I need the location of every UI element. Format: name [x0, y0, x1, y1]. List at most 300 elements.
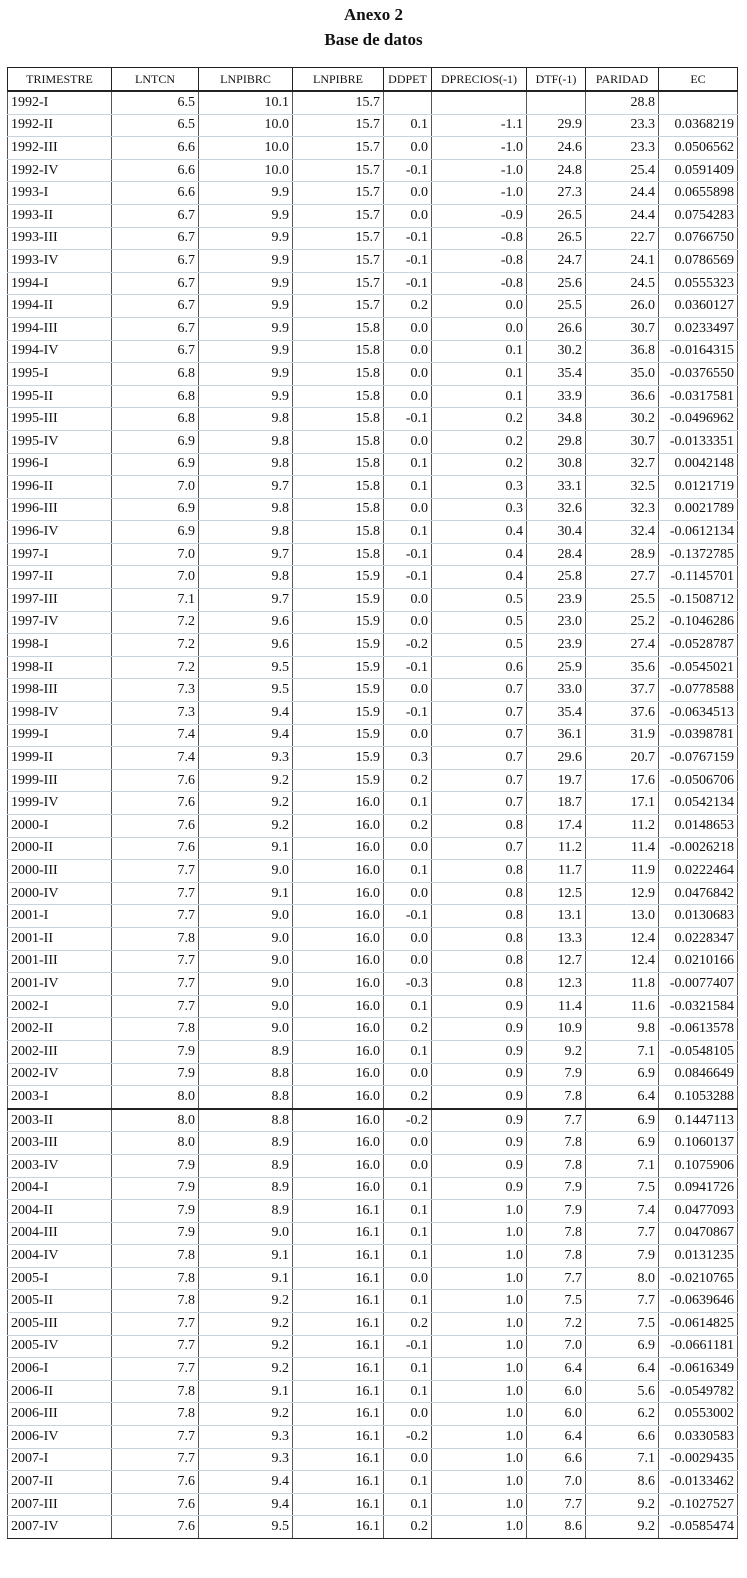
value-cell: 0.0131235 — [659, 1245, 738, 1268]
table-row — [8, 1426, 738, 1449]
value-cell: 23.9 — [527, 589, 586, 612]
value-cell: 7.8 — [527, 1132, 586, 1155]
value-cell: 0.0846649 — [659, 1063, 738, 1086]
value-cell: -0.0528787 — [659, 634, 738, 657]
value-cell: -0.0639646 — [659, 1290, 738, 1313]
table-row — [8, 1380, 738, 1403]
value-cell: 0.0 — [384, 1154, 432, 1177]
value-cell: 8.9 — [199, 1177, 293, 1200]
value-cell: -0.2 — [384, 634, 432, 657]
value-cell: 15.7 — [293, 137, 384, 160]
annex-subtitle: Base de datos — [324, 30, 423, 49]
value-cell: -0.0376550 — [659, 363, 738, 386]
table-row — [8, 1267, 738, 1290]
quarter-cell: 1994-IV — [8, 340, 112, 363]
value-cell: 16.0 — [293, 815, 384, 838]
value-cell — [527, 91, 586, 114]
value-cell: -0.0210765 — [659, 1267, 738, 1290]
value-cell: 0.0 — [384, 1403, 432, 1426]
value-cell: 0.0941726 — [659, 1177, 738, 1200]
value-cell: 0.0 — [384, 882, 432, 905]
document-header — [0, 0, 747, 53]
table-row — [8, 973, 738, 996]
table-row — [8, 611, 738, 634]
value-cell — [432, 91, 527, 114]
value-cell: 9.9 — [199, 250, 293, 273]
value-cell: 36.8 — [586, 340, 659, 363]
value-cell: 13.3 — [527, 927, 586, 950]
column-header: TRIMESTRE — [8, 68, 112, 92]
value-cell: -0.0321584 — [659, 995, 738, 1018]
value-cell: 0.0553002 — [659, 1403, 738, 1426]
value-cell: 9.1 — [199, 837, 293, 860]
value-cell: 24.7 — [527, 250, 586, 273]
quarter-cell: 2003-IV — [8, 1154, 112, 1177]
value-cell: 15.9 — [293, 589, 384, 612]
quarter-cell: 1996-IV — [8, 521, 112, 544]
value-cell: 9.9 — [199, 227, 293, 250]
value-cell: 7.8 — [112, 1380, 199, 1403]
value-cell: 6.4 — [527, 1426, 586, 1449]
value-cell: 1.0 — [432, 1290, 527, 1313]
value-cell: -0.0549782 — [659, 1380, 738, 1403]
value-cell: 0.0 — [384, 363, 432, 386]
value-cell: 6.6 — [112, 182, 199, 205]
table-row — [8, 656, 738, 679]
value-cell: -0.8 — [432, 227, 527, 250]
value-cell: -0.0026218 — [659, 837, 738, 860]
table-body — [8, 91, 738, 1539]
value-cell: 7.8 — [112, 1245, 199, 1268]
value-cell: 0.1 — [384, 476, 432, 499]
value-cell: 9.2 — [527, 1040, 586, 1063]
value-cell: 6.7 — [112, 295, 199, 318]
value-cell: 17.4 — [527, 815, 586, 838]
table-row — [8, 950, 738, 973]
value-cell: 7.2 — [112, 634, 199, 657]
value-cell: 7.8 — [112, 1290, 199, 1313]
value-cell: 16.0 — [293, 973, 384, 996]
value-cell: 18.7 — [527, 792, 586, 815]
table-row — [8, 272, 738, 295]
value-cell: 0.9 — [432, 995, 527, 1018]
value-cell: 6.6 — [112, 159, 199, 182]
value-cell: 28.9 — [586, 543, 659, 566]
quarter-cell: 2003-II — [8, 1109, 112, 1132]
table-row — [8, 927, 738, 950]
value-cell: 0.0121719 — [659, 476, 738, 499]
value-cell: 30.7 — [586, 430, 659, 453]
value-cell: 0.0330583 — [659, 1426, 738, 1449]
table-row — [8, 724, 738, 747]
value-cell: 16.1 — [293, 1267, 384, 1290]
value-cell: 0.0476842 — [659, 882, 738, 905]
value-cell: 16.0 — [293, 1086, 384, 1109]
value-cell: 7.9 — [112, 1200, 199, 1223]
value-cell: 24.4 — [586, 182, 659, 205]
value-cell: 30.8 — [527, 453, 586, 476]
value-cell: 32.5 — [586, 476, 659, 499]
value-cell: 0.1 — [384, 521, 432, 544]
value-cell: 8.8 — [199, 1063, 293, 1086]
value-cell: 1.0 — [432, 1267, 527, 1290]
value-cell — [384, 91, 432, 114]
value-cell: 0.8 — [432, 815, 527, 838]
quarter-cell: 2000-IV — [8, 882, 112, 905]
quarter-cell: 2000-III — [8, 860, 112, 883]
value-cell: -0.1 — [384, 272, 432, 295]
value-cell: 6.8 — [112, 408, 199, 431]
value-cell: 17.6 — [586, 769, 659, 792]
quarter-cell: 1997-I — [8, 543, 112, 566]
value-cell: 0.1 — [432, 340, 527, 363]
value-cell: 9.6 — [199, 611, 293, 634]
value-cell: 0.2 — [384, 815, 432, 838]
value-cell: 15.9 — [293, 566, 384, 589]
value-cell: 12.4 — [586, 950, 659, 973]
value-cell: 8.9 — [199, 1154, 293, 1177]
value-cell: 0.2 — [432, 453, 527, 476]
value-cell: 9.9 — [199, 363, 293, 386]
quarter-cell: 2002-IV — [8, 1063, 112, 1086]
value-cell: 0.7 — [432, 747, 527, 770]
value-cell: 37.7 — [586, 679, 659, 702]
value-cell: 11.2 — [527, 837, 586, 860]
value-cell: 9.5 — [199, 1516, 293, 1539]
value-cell: 0.1075906 — [659, 1154, 738, 1177]
value-cell — [659, 91, 738, 114]
quarter-cell: 2003-I — [8, 1086, 112, 1109]
value-cell: 9.2 — [199, 769, 293, 792]
value-cell: 36.6 — [586, 385, 659, 408]
value-cell: 9.7 — [199, 476, 293, 499]
value-cell: 8.0 — [112, 1086, 199, 1109]
value-cell: 0.0 — [384, 182, 432, 205]
quarter-cell: 2006-I — [8, 1358, 112, 1381]
value-cell: 6.2 — [586, 1403, 659, 1426]
value-cell: 0.7 — [432, 769, 527, 792]
value-cell: 7.3 — [112, 679, 199, 702]
value-cell: 9.8 — [199, 430, 293, 453]
value-cell: 8.9 — [199, 1200, 293, 1223]
value-cell: 29.6 — [527, 747, 586, 770]
quarter-cell: 2006-IV — [8, 1426, 112, 1449]
value-cell: 0.0 — [384, 1267, 432, 1290]
value-cell: 1.0 — [432, 1313, 527, 1336]
value-cell: 7.0 — [112, 543, 199, 566]
value-cell: 16.1 — [293, 1290, 384, 1313]
value-cell: 7.7 — [112, 1335, 199, 1358]
value-cell: -0.1 — [384, 702, 432, 725]
value-cell: -0.0496962 — [659, 408, 738, 431]
value-cell: 16.1 — [293, 1313, 384, 1336]
table-row — [8, 1471, 738, 1494]
value-cell: 7.5 — [586, 1177, 659, 1200]
value-cell: 0.1 — [384, 1245, 432, 1268]
value-cell: 0.8 — [432, 905, 527, 928]
value-cell: -0.2 — [384, 1109, 432, 1132]
value-cell: 7.6 — [112, 815, 199, 838]
column-header: EC — [659, 68, 738, 92]
table-row — [8, 1245, 738, 1268]
table-row — [8, 679, 738, 702]
value-cell: 7.7 — [112, 860, 199, 883]
value-cell: 6.8 — [112, 363, 199, 386]
quarter-cell: 1994-II — [8, 295, 112, 318]
value-cell: 0.0786569 — [659, 250, 738, 273]
value-cell: 25.4 — [586, 159, 659, 182]
quarter-cell: 2007-I — [8, 1448, 112, 1471]
value-cell: 26.5 — [527, 227, 586, 250]
value-cell: -0.1 — [384, 656, 432, 679]
value-cell: 9.0 — [199, 1018, 293, 1041]
value-cell: 1.0 — [432, 1471, 527, 1494]
value-cell: 1.0 — [432, 1426, 527, 1449]
quarter-cell: 1998-I — [8, 634, 112, 657]
value-cell: -0.0029435 — [659, 1448, 738, 1471]
quarter-cell: 1999-III — [8, 769, 112, 792]
value-cell: -0.0133351 — [659, 430, 738, 453]
value-cell: 0.0 — [384, 385, 432, 408]
value-cell: 7.9 — [586, 1245, 659, 1268]
value-cell: 6.9 — [112, 430, 199, 453]
value-cell: 6.7 — [112, 250, 199, 273]
value-cell: 15.7 — [293, 159, 384, 182]
table-row — [8, 363, 738, 386]
value-cell: 0.1053288 — [659, 1086, 738, 1109]
table-row — [8, 1335, 738, 1358]
table-row — [8, 860, 738, 883]
value-cell: 10.0 — [199, 159, 293, 182]
value-cell: 0.1 — [384, 1380, 432, 1403]
value-cell: 0.5 — [432, 589, 527, 612]
value-cell: 15.9 — [293, 769, 384, 792]
value-cell: 7.7 — [527, 1109, 586, 1132]
value-cell: 23.3 — [586, 137, 659, 160]
value-cell: 33.0 — [527, 679, 586, 702]
value-cell: 12.7 — [527, 950, 586, 973]
value-cell: 6.9 — [586, 1132, 659, 1155]
value-cell: -0.0506706 — [659, 769, 738, 792]
value-cell: 25.9 — [527, 656, 586, 679]
value-cell: 0.0655898 — [659, 182, 738, 205]
value-cell: 0.0042148 — [659, 453, 738, 476]
value-cell: 13.0 — [586, 905, 659, 928]
table-row — [8, 1132, 738, 1155]
table-row — [8, 1358, 738, 1381]
value-cell: 9.1 — [199, 1380, 293, 1403]
value-cell: 28.4 — [527, 543, 586, 566]
quarter-cell: 1993-I — [8, 182, 112, 205]
value-cell: 7.7 — [112, 882, 199, 905]
value-cell: 1.0 — [432, 1245, 527, 1268]
value-cell: -0.0398781 — [659, 724, 738, 747]
value-cell: 9.2 — [586, 1516, 659, 1539]
table-row — [8, 792, 738, 815]
value-cell: 8.0 — [586, 1267, 659, 1290]
table-row — [8, 1290, 738, 1313]
value-cell: -0.8 — [432, 272, 527, 295]
value-cell: 9.9 — [199, 295, 293, 318]
table-row — [8, 1154, 738, 1177]
value-cell: 9.7 — [199, 589, 293, 612]
value-cell: 15.7 — [293, 114, 384, 137]
column-header: LNPIBRC — [199, 68, 293, 92]
table-row — [8, 227, 738, 250]
value-cell: -0.0077407 — [659, 973, 738, 996]
value-cell: 7.8 — [112, 927, 199, 950]
quarter-cell: 1996-III — [8, 498, 112, 521]
value-cell: 26.6 — [527, 317, 586, 340]
value-cell: 12.9 — [586, 882, 659, 905]
value-cell: 16.0 — [293, 1063, 384, 1086]
table-row — [8, 408, 738, 431]
table-row — [8, 543, 738, 566]
value-cell: -0.0164315 — [659, 340, 738, 363]
value-cell: 15.8 — [293, 430, 384, 453]
quarter-cell: 1992-III — [8, 137, 112, 160]
value-cell: 0.0470867 — [659, 1222, 738, 1245]
quarter-cell: 1993-III — [8, 227, 112, 250]
value-cell: 0.3 — [432, 476, 527, 499]
value-cell: 6.7 — [112, 227, 199, 250]
value-cell: 6.0 — [527, 1403, 586, 1426]
value-cell: 0.5 — [432, 611, 527, 634]
value-cell: 7.9 — [112, 1063, 199, 1086]
table-row — [8, 1448, 738, 1471]
value-cell: -0.9 — [432, 204, 527, 227]
value-cell: 16.1 — [293, 1493, 384, 1516]
value-cell: 6.5 — [112, 91, 199, 114]
value-cell: 15.7 — [293, 227, 384, 250]
value-cell: 8.8 — [199, 1086, 293, 1109]
value-cell: 0.2 — [384, 1516, 432, 1539]
value-cell: 7.1 — [586, 1448, 659, 1471]
value-cell: 7.7 — [112, 905, 199, 928]
value-cell: 16.0 — [293, 792, 384, 815]
quarter-cell: 2004-IV — [8, 1245, 112, 1268]
value-cell: 7.8 — [527, 1086, 586, 1109]
value-cell: -0.0613578 — [659, 1018, 738, 1041]
value-cell: 0.0360127 — [659, 295, 738, 318]
value-cell: 1.0 — [432, 1516, 527, 1539]
value-cell: 8.8 — [199, 1109, 293, 1132]
value-cell: 25.2 — [586, 611, 659, 634]
value-cell: 9.0 — [199, 905, 293, 928]
quarter-cell: 1998-IV — [8, 702, 112, 725]
quarter-cell: 1993-II — [8, 204, 112, 227]
table-row — [8, 114, 738, 137]
value-cell: 11.6 — [586, 995, 659, 1018]
value-cell: 9.8 — [199, 453, 293, 476]
value-cell: 0.0506562 — [659, 137, 738, 160]
value-cell: 0.1 — [432, 363, 527, 386]
value-cell: 7.6 — [112, 837, 199, 860]
value-cell: 26.0 — [586, 295, 659, 318]
value-cell: 9.9 — [199, 204, 293, 227]
value-cell: -0.1046286 — [659, 611, 738, 634]
value-cell: 0.1060137 — [659, 1132, 738, 1155]
value-cell: 9.3 — [199, 1426, 293, 1449]
value-cell: 0.9 — [432, 1040, 527, 1063]
value-cell: 35.6 — [586, 656, 659, 679]
value-cell: 15.9 — [293, 611, 384, 634]
quarter-cell: 1993-IV — [8, 250, 112, 273]
value-cell: 16.1 — [293, 1471, 384, 1494]
value-cell: 0.7 — [432, 837, 527, 860]
value-cell: 0.0 — [384, 340, 432, 363]
quarter-cell: 2006-II — [8, 1380, 112, 1403]
value-cell: 0.8 — [432, 973, 527, 996]
value-cell: 15.9 — [293, 702, 384, 725]
value-cell: 9.2 — [586, 1493, 659, 1516]
value-cell: 0.0591409 — [659, 159, 738, 182]
value-cell: 6.9 — [112, 498, 199, 521]
value-cell: 0.2 — [432, 408, 527, 431]
value-cell: 16.0 — [293, 882, 384, 905]
value-cell: 0.8 — [432, 860, 527, 883]
value-cell: 0.1 — [384, 1358, 432, 1381]
table-row — [8, 317, 738, 340]
value-cell: 9.0 — [199, 860, 293, 883]
value-cell: -0.1027527 — [659, 1493, 738, 1516]
value-cell: -0.0767159 — [659, 747, 738, 770]
value-cell: 12.5 — [527, 882, 586, 905]
column-header: DPRECIOS(-1) — [432, 68, 527, 92]
value-cell: 6.9 — [586, 1109, 659, 1132]
value-cell: 6.9 — [112, 453, 199, 476]
quarter-cell: 2005-IV — [8, 1335, 112, 1358]
value-cell: 31.9 — [586, 724, 659, 747]
value-cell: 0.4 — [432, 543, 527, 566]
quarter-cell: 2002-I — [8, 995, 112, 1018]
quarter-cell: 1995-II — [8, 385, 112, 408]
table-row — [8, 1177, 738, 1200]
value-cell: 0.1 — [384, 114, 432, 137]
value-cell: 6.6 — [527, 1448, 586, 1471]
value-cell: 23.0 — [527, 611, 586, 634]
quarter-cell: 2001-IV — [8, 973, 112, 996]
table-row — [8, 1403, 738, 1426]
value-cell: -0.0778588 — [659, 679, 738, 702]
quarter-cell: 1997-IV — [8, 611, 112, 634]
quarter-cell: 2005-III — [8, 1313, 112, 1336]
value-cell: 1.0 — [432, 1335, 527, 1358]
value-cell: 7.0 — [527, 1471, 586, 1494]
value-cell: 11.7 — [527, 860, 586, 883]
value-cell: 9.3 — [199, 747, 293, 770]
value-cell: 0.0754283 — [659, 204, 738, 227]
quarter-cell: 2003-III — [8, 1132, 112, 1155]
column-header: DDPET — [384, 68, 432, 92]
value-cell: 9.5 — [199, 656, 293, 679]
value-cell: 0.7 — [432, 792, 527, 815]
value-cell: 1.0 — [432, 1493, 527, 1516]
value-cell: 9.2 — [199, 1290, 293, 1313]
value-cell: 0.0766750 — [659, 227, 738, 250]
value-cell: 35.4 — [527, 702, 586, 725]
value-cell: 15.7 — [293, 91, 384, 114]
value-cell: 0.4 — [432, 566, 527, 589]
value-cell: 9.8 — [586, 1018, 659, 1041]
value-cell: 0.7 — [432, 679, 527, 702]
value-cell: 16.0 — [293, 1018, 384, 1041]
value-cell: 7.7 — [112, 1358, 199, 1381]
value-cell: 30.4 — [527, 521, 586, 544]
table-row — [8, 1200, 738, 1223]
value-cell: 7.9 — [527, 1063, 586, 1086]
value-cell: 9.9 — [199, 340, 293, 363]
